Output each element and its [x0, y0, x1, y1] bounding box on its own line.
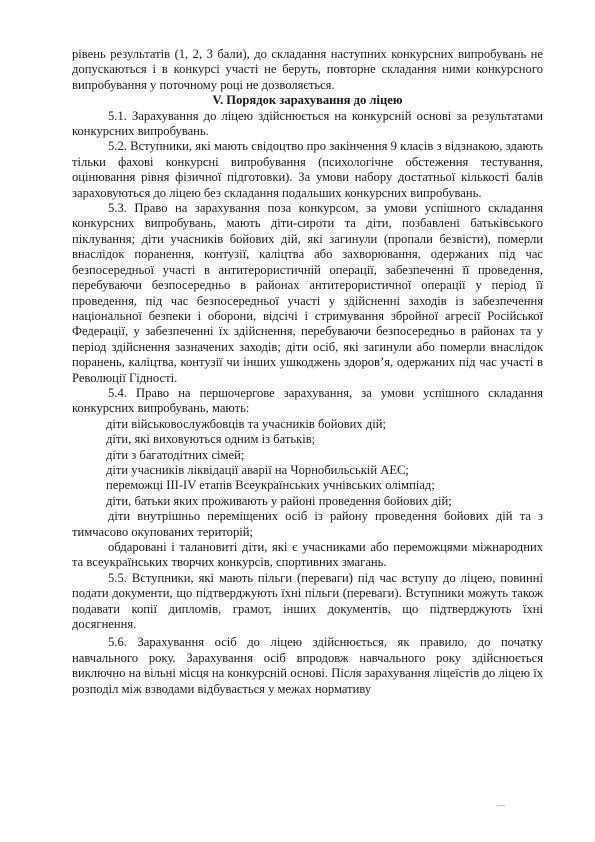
paragraph-5-1: 5.1. Зарахування до ліцею здійснюється на конкурсній основі за результатами конкурсних випробувань.	[72, 108, 543, 139]
section-title: V. Порядок зарахування до ліцею	[212, 93, 403, 108]
paragraph-5-6: 5.6. Зарахування осіб до ліцею здійснюється, як правило, до початку навчального року. Зарахування осіб впродовж навчального року здійснюється виключно на вільні місця на конкурсній основі. Після зарахування ліцеїстів до ліцею їх розподіл між взводами відбувається у межах нормативу	[72, 635, 543, 696]
paragraph-5-5: 5.5. Вступники, які мають пільги (переваги) під час вступу до ліцею, повинні подати документи, що підтверджують їхні пільги (переваги). Вступники можуть також подавати копії дипломів, грамот, інших документів, що підтверджують їхні досягнення.	[72, 570, 543, 632]
list-item: діти, батьки яких проживають у районі проведення бойових дій;	[106, 493, 452, 508]
list-item-gifted: обдаровані і талановиті діти, які є учасниками або переможцями міжнародних та всеукраїнських творчих конкурсів, спортивних змагань.	[72, 540, 543, 570]
list-item: переможці III-IV етапів Всеукраїнських учнівських олімпіад;	[106, 478, 435, 493]
paragraph-5-2: 5.2. Вступники, які мають свідоцтво про закінчення 9 класів з відзнакою, здають тільки фахові конкурсні випробування (психологічне обстеження тестування, оцінювання рівня фізичної підготовки). За умови набору достатньої кількості балів зараховуються до ліцею без складання подальших конкурсних випробувань.	[72, 139, 543, 200]
list-item: діти з багатодітних сімей;	[106, 447, 245, 462]
scan-mark	[497, 805, 505, 806]
list-item: діти військовослужбовців та учасників бойових дій;	[106, 416, 387, 431]
paragraph-5-3: 5.3. Право на зарахування поза конкурсом, за умови успішного складання конкурсних випробувань, мають діти-сироти та діти, позбавлені батьківського піклування; діти учасників бойових дій, які загинули (пропали безвісти), померли внаслідок поранення, контузії, каліцтва або захворювання, одержаних під час безпосередньої участі в антитерористичній операції, забезпеченні її проведення, перебуваючи безпосередньо в районах антитерористичної операції у період її проведення, під час безпосередньої участі у здійсненні заходів із забезпечення національної безпеки і оборони, відсічі і стримування збройної агресії Російської Федерації, у забезпеченні їх здійснення, перебуваючи безпосередньо в районах та у період здійснення зазначених заходів; діти осіб, які загинули або померли внаслідок поранень, каліцтва, контузії чи інших ушкоджень здоров’я, одержаних під час участі в Революції Гідності.	[72, 201, 543, 385]
opening-paragraph: рівень результатів (1, 2, 3 бали), до складання наступних конкурсних випробувань не допускаються і в конкурсі участі не беруть, повторне складання ними конкурсного випробування у поточному році не дозволяється.	[72, 47, 543, 92]
paragraph-5-4: 5.4. Право на першочергове зарахування, за умови успішного складання конкурсних випробувань, мають:	[72, 385, 543, 416]
list-item: діти учасників ліквідації аварії на Чорнобильській АЕС;	[106, 462, 409, 477]
list-item: діти, які виховуються одним із батьків;	[106, 432, 316, 447]
list-item-displaced: діти внутрішньо переміщених осіб із району проведення бойових дій та з тимчасово окупованих територій;	[72, 509, 543, 539]
